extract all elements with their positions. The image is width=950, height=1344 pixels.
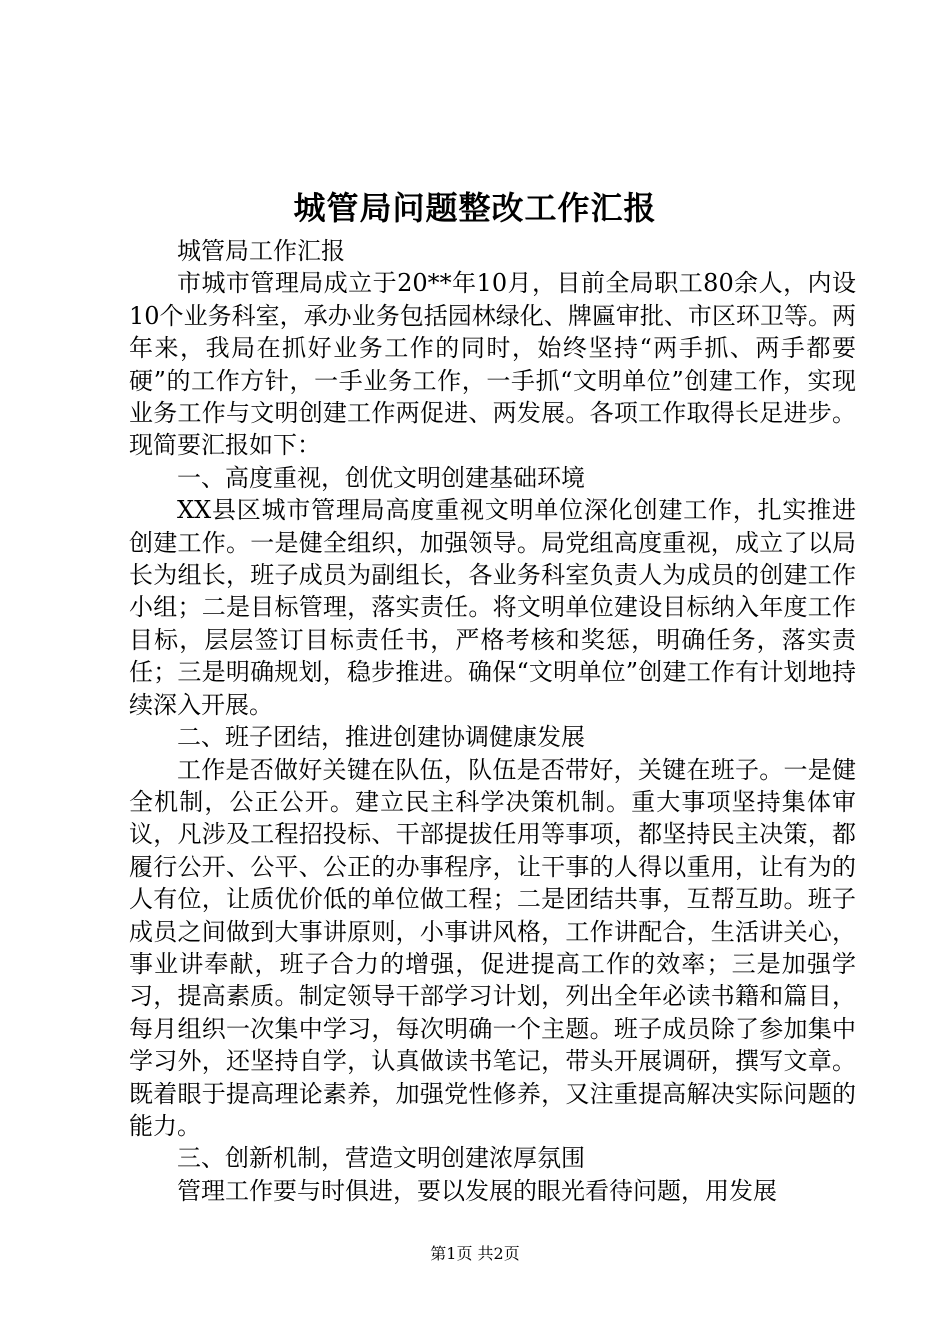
section-heading-1: 一、高度重视，创优文明创建基础环境 [177, 463, 585, 492]
paragraph-section-2: 工作是否做好关键在队伍，队伍是否带好，关键在班子。一是健全机制，公正公开。建立民主科学决策机制。重大事项坚持集体审议，凡涉及工程招投标、干部提拔任用等事项，都坚持民主决策，都履行公开、公平、公正的办事程序，让干事的人得以重用，让有为的人有位，让质优价低的单位做工程；二是团结共事，互帮互助。班子成员之间做到大事讲原则，小事讲风格，工作讲配合，生活讲关心，事业讲奉献，班子合力的增强，促进提高工作的效率；三是加强学习，提高素质。制定领导干部学习计划，列出全年必读书籍和篇目，每月组织一次集中学习，每次明确一个主题。班子成员除了参加集中学习外，还坚持自学，认真做读书笔记，带头开展调研，撰写文章。既着眼于提高理论素养，加强党性修养，又注重提高解决实际问题的能力。 [129, 755, 856, 1140]
document-title: 城管局问题整改工作汇报 [293, 189, 657, 227]
paragraph-section-1: XX县区城市管理局高度重视文明单位深化创建工作，扎实推进创建工作。一是健全组织，加强领导。局党组高度重视，成立了以局长为组长，班子成员为副组长，各业务科室负责人为成员的创建工作小组；二是目标管理，落实责任。将文明单位建设目标纳入年度工作目标，层层签订目标责任书，严格考核和奖惩，明确任务，落实责任；三是明确规划，稳步推进。确保“文明单位”创建工作有计划地持续深入开展。 [129, 496, 856, 719]
document-body [129, 235, 856, 1207]
paragraph-section-3: 管理工作要与时俱进，要以发展的眼光看待问题，用发展 [177, 1176, 777, 1205]
paragraph-subtitle: 城管局工作汇报 [177, 237, 345, 265]
section-heading-3: 三、创新机制，营造文明创建浓厚氛围 [177, 1144, 585, 1173]
page-number: 第1页 共2页 [430, 1244, 520, 1263]
paragraph-intro: 市城市管理局成立于20**年10月，目前全局职工80余人，内设10个业务科室，承办业务包括园林绿化、牌匾审批、市区环卫等。两年来，我局在抓好业务工作的同时，始终坚持“两手抓、两手都要硬”的工作方针，一手业务工作，一手抓“文明单位”创建工作，实现业务工作与文明创建工作两促进、两发展。各项工作取得长足进步。现简要汇报如下： [129, 269, 856, 460]
section-heading-2: 二、班子团结，推进创建协调健康发展 [177, 723, 585, 752]
